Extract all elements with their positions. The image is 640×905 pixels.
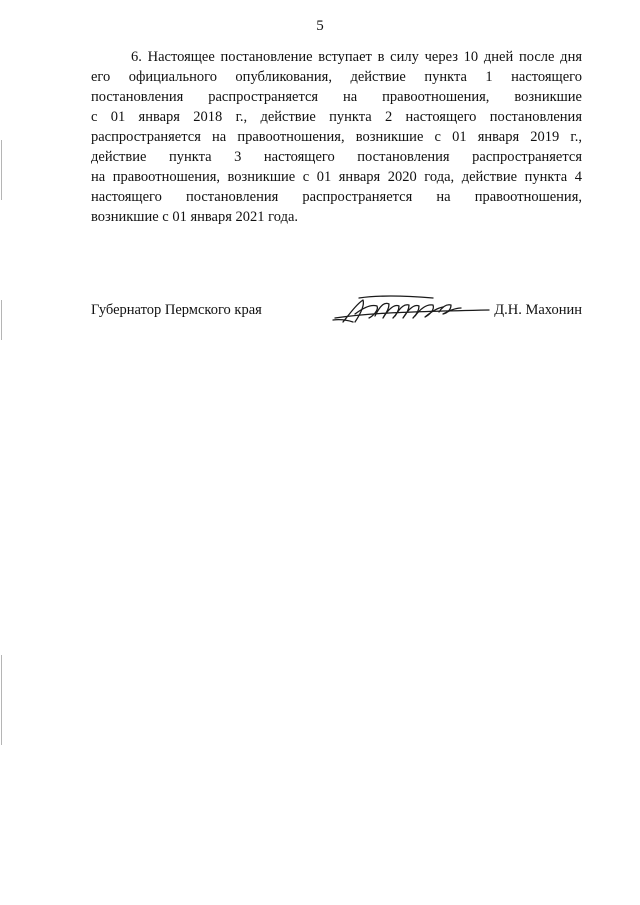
signature-block bbox=[91, 298, 582, 328]
paragraph bbox=[91, 47, 582, 227]
paragraph-line: постановления распространяется на правоотношения, возникшие bbox=[91, 89, 582, 105]
paragraph-line: возникшие с 01 января 2021 года. bbox=[91, 209, 299, 225]
scan-margin-mark bbox=[1, 300, 2, 340]
paragraph-line: с 01 января 2018 г., действие пункта 2 настоящего постановления bbox=[91, 109, 582, 125]
signer-name: Д.Н. Махонин bbox=[494, 302, 582, 318]
scan-margin-mark bbox=[1, 655, 2, 745]
handwritten-signature bbox=[329, 292, 499, 332]
paragraph-line: его официального опубликования, действие пункта 1 настоящего bbox=[91, 69, 582, 85]
scan-margin-mark bbox=[1, 140, 2, 200]
paragraph-line: настоящего постановления распространяется на правоотношения, bbox=[91, 189, 582, 205]
page-number: 5 bbox=[316, 18, 324, 34]
paragraph-line: на правоотношения, возникшие с 01 января 2020 года, действие пункта 4 bbox=[91, 169, 582, 185]
signer-position: Губернатор Пермского края bbox=[91, 302, 262, 318]
paragraph-line: 6. Настоящее постановление вступает в силу через 10 дней после дня bbox=[131, 49, 582, 65]
paragraph-line: распространяется на правоотношения, возникшие с 01 января 2019 г., bbox=[91, 129, 582, 145]
paragraph-line: действие пункта 3 настоящего постановления распространяется bbox=[91, 149, 582, 165]
